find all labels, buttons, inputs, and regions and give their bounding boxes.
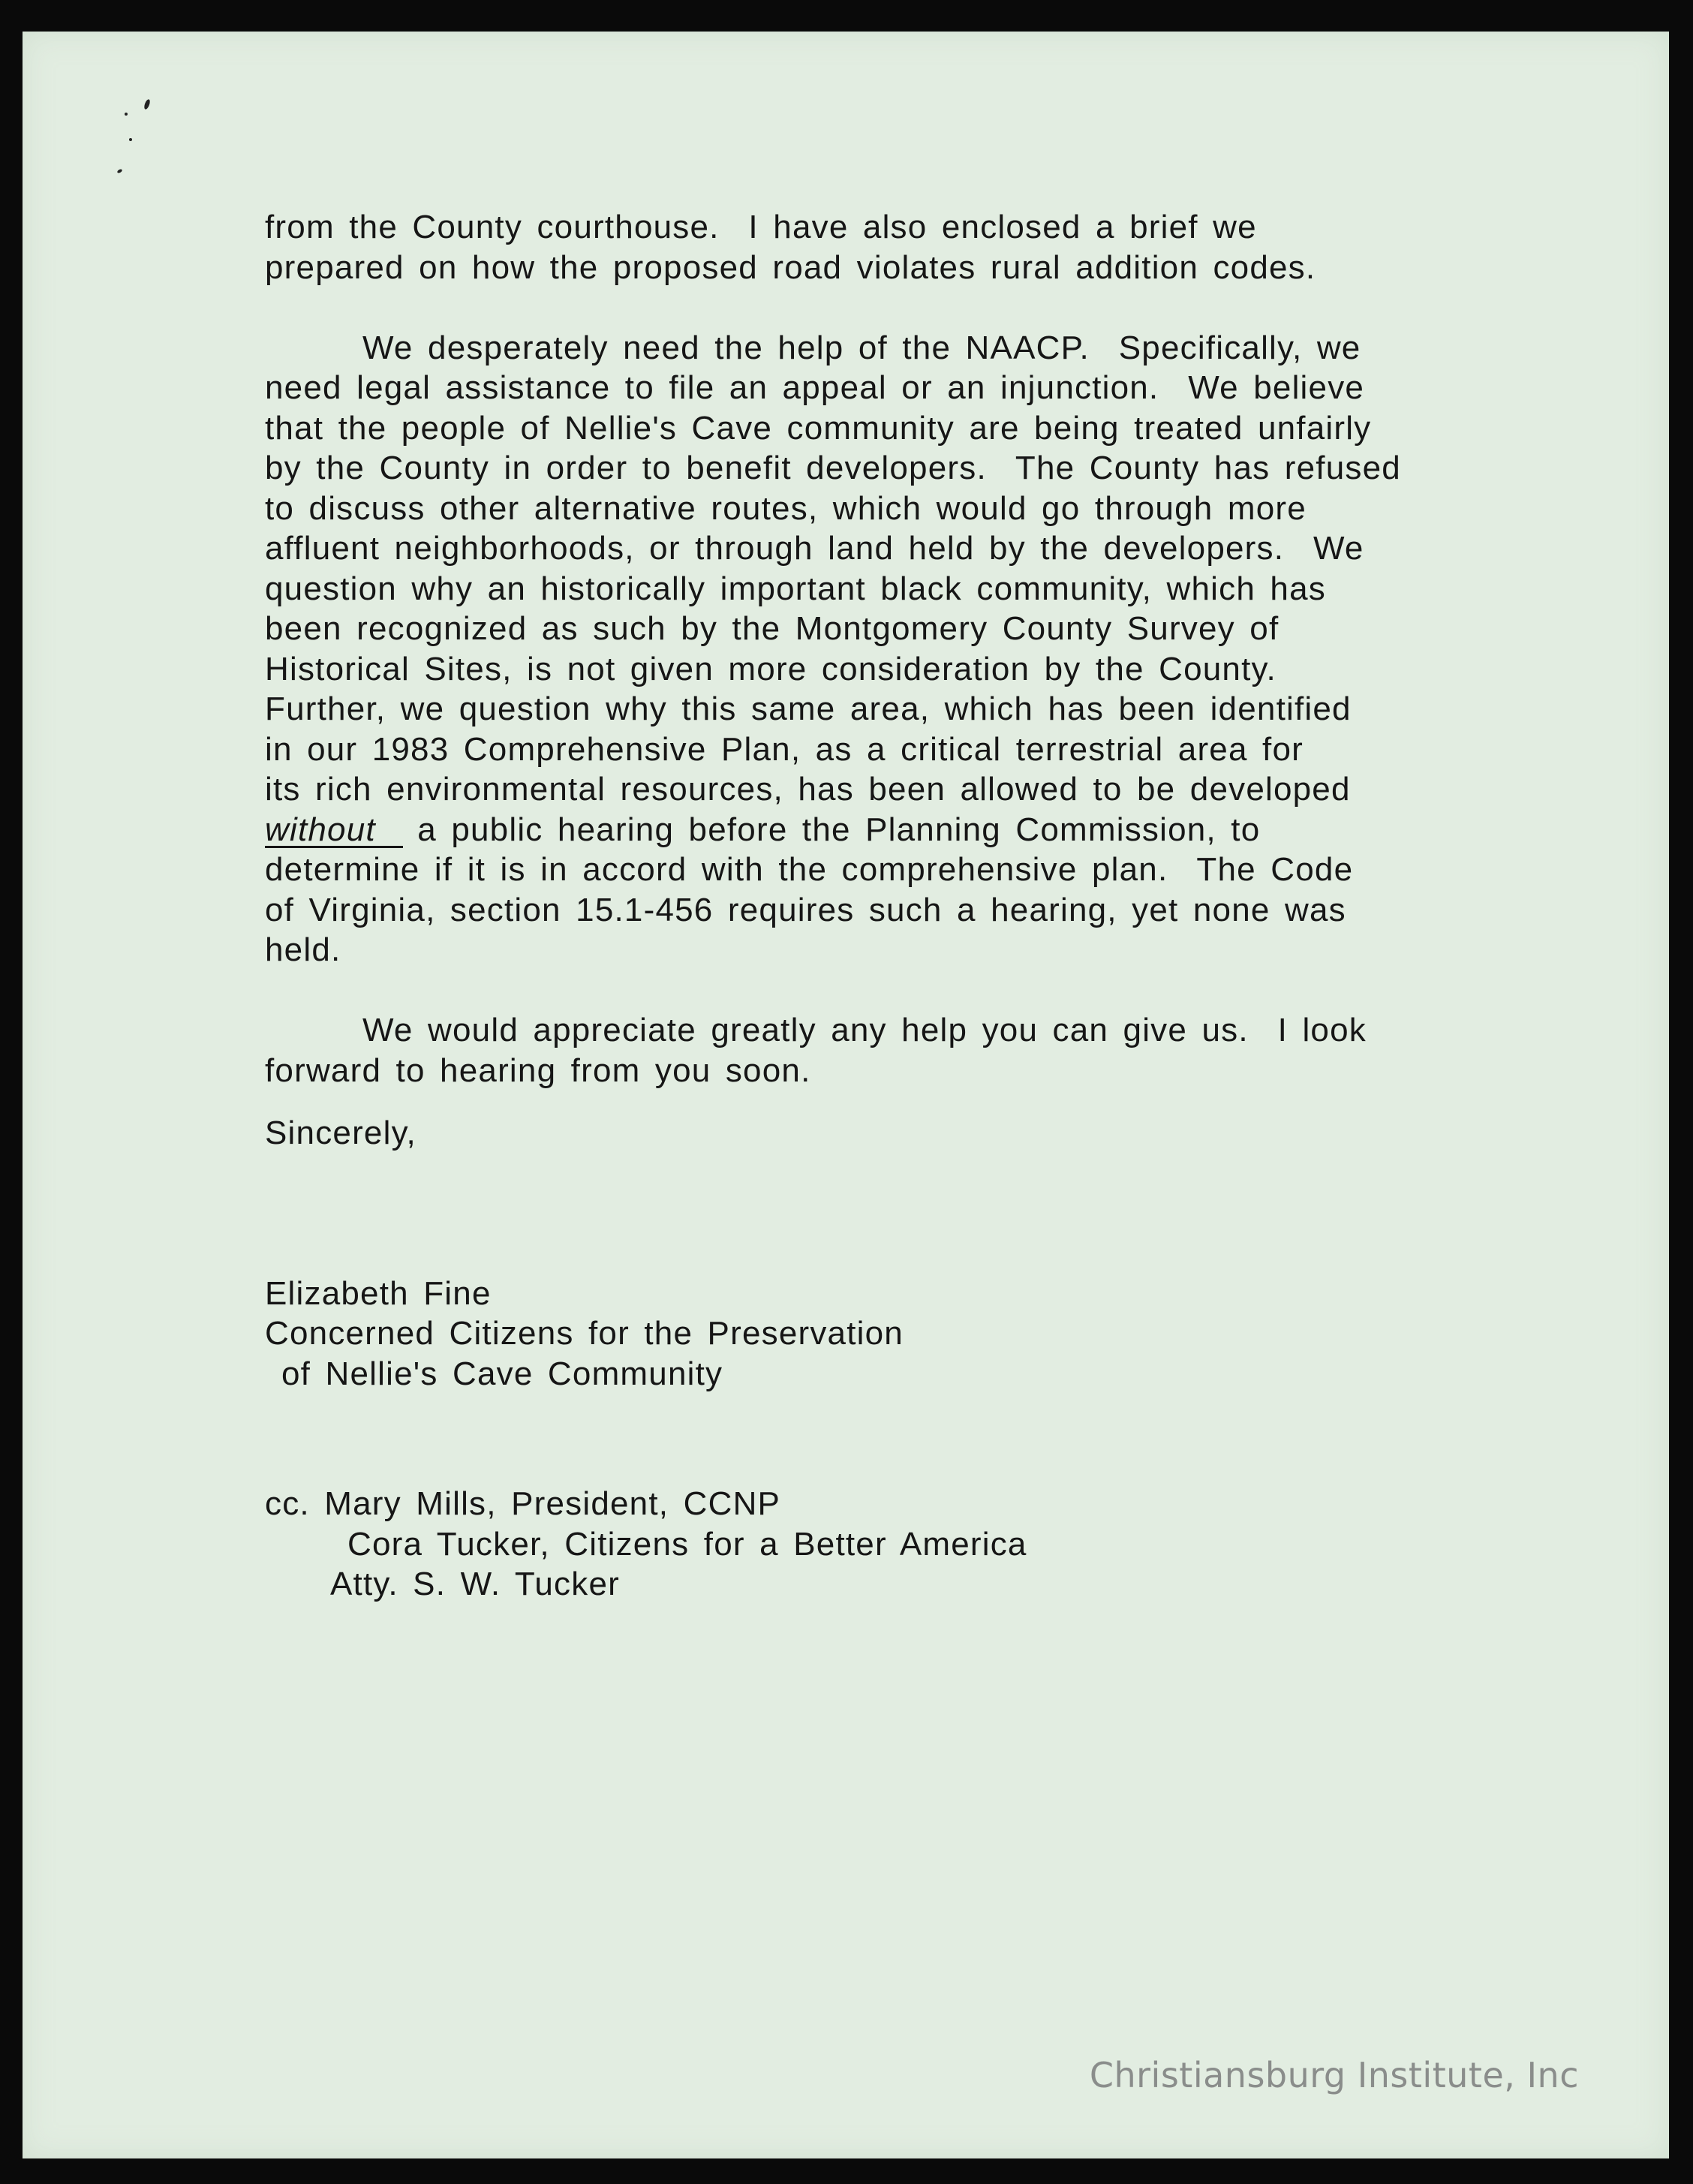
paragraph-3 xyxy=(265,1010,1556,1090)
cc-recipient: Mary Mills, President, CCNP xyxy=(324,1485,781,1522)
text-line-with-emphasis xyxy=(265,810,1556,850)
text-line: been recognized as such by the Montgomery County Survey of xyxy=(265,610,1280,647)
signer-name: Elizabeth Fine xyxy=(265,1274,492,1312)
letter-body xyxy=(265,207,1556,1605)
signer-org-continued: of Nellie's Cave Community xyxy=(281,1355,723,1392)
text-line: We desperately need the help of the NAACP. Specifically, we xyxy=(362,329,1361,366)
text-line: of Virginia, section 15.1-456 requires such a hearing, yet none was xyxy=(265,891,1346,928)
cc-recipient: Atty. S. W. Tucker xyxy=(330,1566,620,1602)
text-line: Further, we question why this same area, which has been identified xyxy=(265,690,1352,727)
text-line: question why an historically important black community, which has xyxy=(265,570,1326,607)
text-line: to discuss other alternative routes, which would go through more xyxy=(265,489,1307,527)
text-line: Historical Sites, is not given more consideration by the County. xyxy=(265,650,1277,687)
signer-org: Concerned Citizens for the Preservation xyxy=(265,1315,904,1352)
text-fragment: a public hearing before the Planning Commission, to xyxy=(417,811,1261,848)
cc-list xyxy=(265,1484,1556,1605)
text-line: We would appreciate greatly any help you can give us. I look xyxy=(362,1012,1367,1048)
text-line: need legal assistance to file an appeal or an injunction. We believe xyxy=(265,369,1365,406)
text-line: prepared on how the proposed road violates rural addition codes. xyxy=(265,248,1316,286)
closing: Sincerely, xyxy=(265,1115,416,1151)
cc-recipient: Cora Tucker, Citizens for a Better America xyxy=(347,1525,1027,1563)
paragraph-1 xyxy=(265,207,1556,287)
cc-line xyxy=(265,1484,1556,1524)
paragraph-2 xyxy=(265,328,1556,970)
text-line: held. xyxy=(265,931,341,968)
text-line: by the County in order to benefit developers. The County has refused xyxy=(265,450,1401,486)
text-line: forward to hearing from you soon. xyxy=(265,1051,811,1089)
text-line: in our 1983 Comprehensive Plan, as a critical terrestrial area for xyxy=(265,730,1304,768)
text-line: its rich environmental resources, has been allowed to be developed xyxy=(265,771,1351,808)
emphasis-without: without xyxy=(265,814,403,848)
signature-block xyxy=(265,1274,1556,1394)
text-line: from the County courthouse. I have also enclosed a brief we xyxy=(265,209,1257,245)
letter-page xyxy=(23,32,1669,2158)
text-line: affluent neighborhoods, or through land held by the developers. We xyxy=(265,530,1364,567)
text-line: that the people of Nellie's Cave community are being treated unfairly xyxy=(265,409,1372,447)
cc-prefix: cc. xyxy=(265,1485,310,1522)
archive-watermark: Christiansburg Institute, Inc xyxy=(1089,2055,1579,2095)
text-line: determine if it is in accord with the comprehensive plan. The Code xyxy=(265,851,1354,888)
